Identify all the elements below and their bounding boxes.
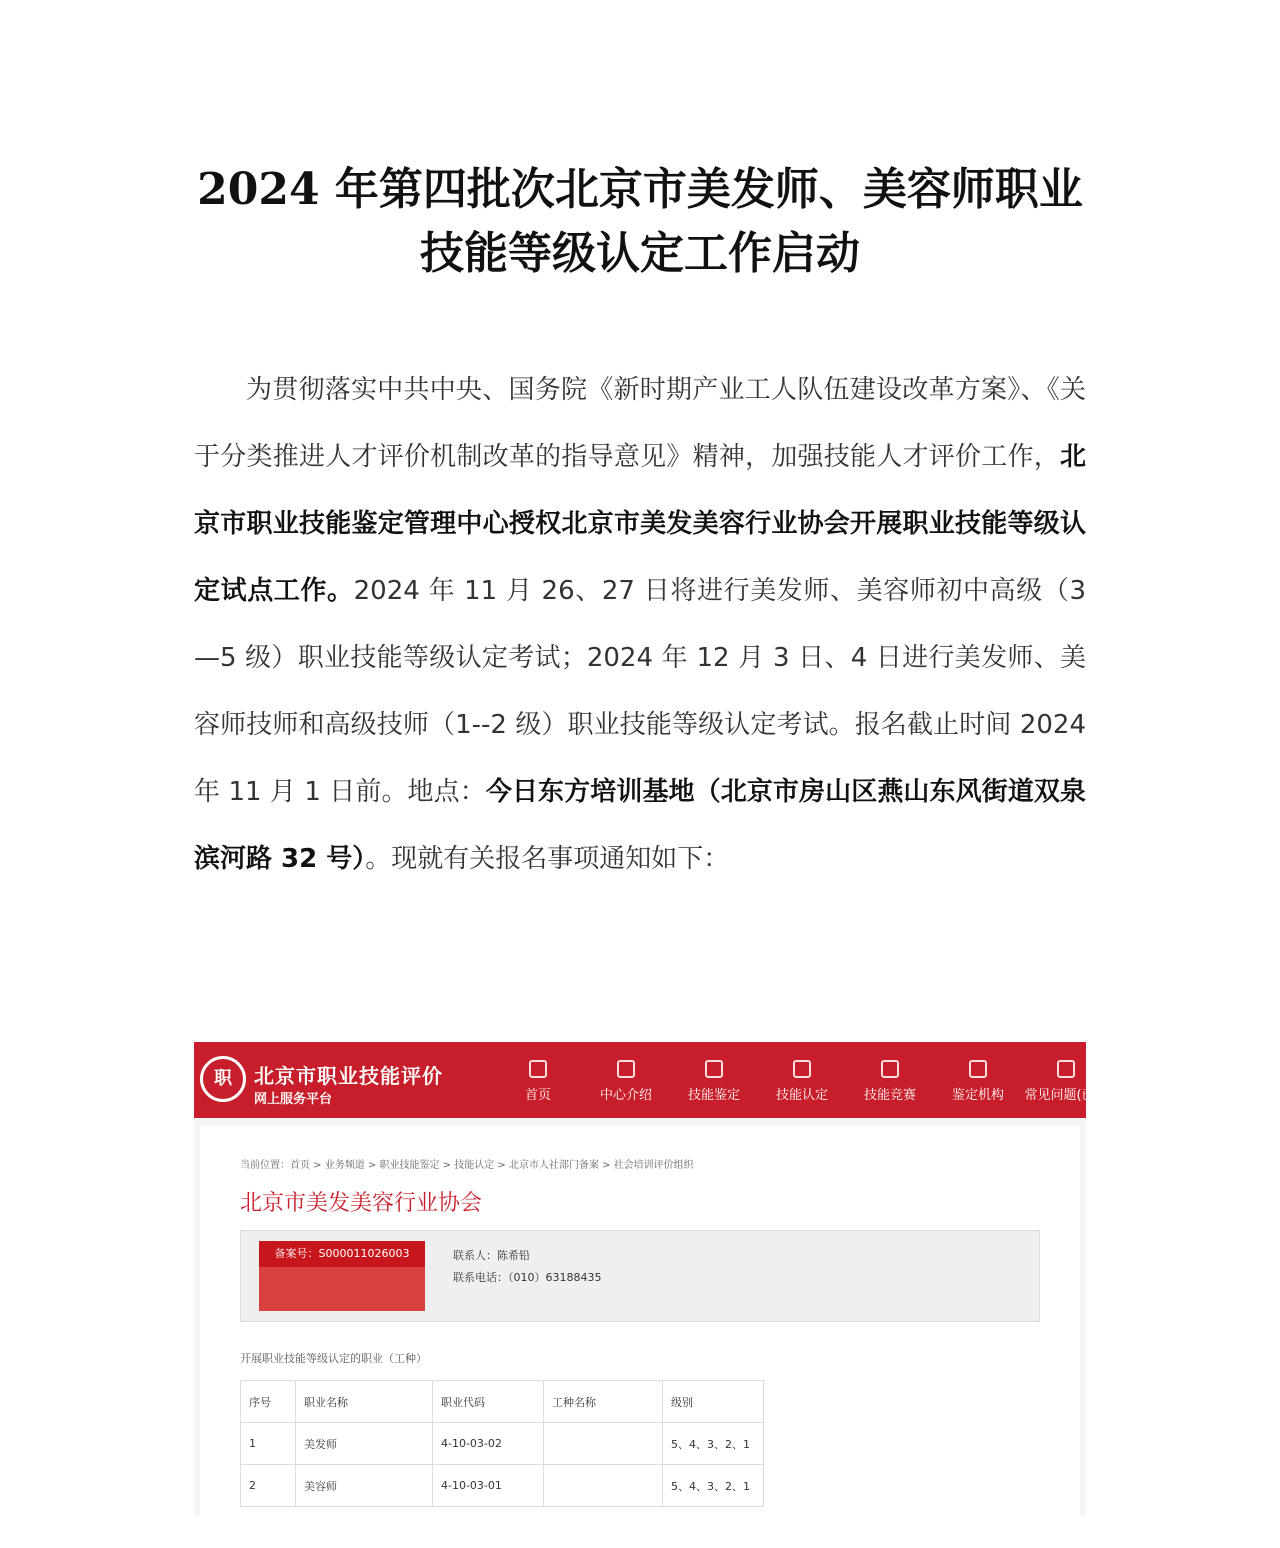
registration-number: 备案号：S000011026003: [259, 1241, 425, 1267]
article-text-a: 为贯彻落实中共中央、国务院《新时期产业工人队伍建设改革方案》、《关于分类推进人才评价机制改革的指导意见》精神，加强技能人才评价工作，: [194, 375, 1086, 472]
site-brand-subtitle: 网上服务平台: [254, 1092, 333, 1107]
nav-item-certification[interactable]: [758, 1042, 846, 1118]
nav-item-home[interactable]: [494, 1042, 582, 1118]
organization-name: 北京市美发美容行业协会: [240, 1191, 483, 1216]
nav-item-faq[interactable]: [1022, 1042, 1110, 1118]
medal-icon: [881, 1060, 899, 1078]
nav-item-appraisal[interactable]: [670, 1042, 758, 1118]
table-cell: 4-10-03-02: [433, 1423, 544, 1465]
registration-card: [259, 1241, 425, 1311]
organization-info-box: [240, 1230, 1040, 1322]
nav-label: 中心介绍: [599, 1088, 652, 1103]
contact-phone: 联系电话：（010）63188435: [453, 1271, 602, 1284]
site-brand-title: 北京市职业技能评价: [254, 1064, 443, 1088]
nav-item-institutions[interactable]: [934, 1042, 1022, 1118]
title-line-2: 技能等级认定工作启动: [420, 228, 860, 279]
article-bold-location: 今日东方培训基地（北京市房山区燕山东风街道双泉滨河路 32 号）: [194, 777, 1086, 874]
nav-label: 鉴定机构: [951, 1088, 1004, 1103]
title-line-1: 2024 年第四批次北京市美发师、美容师职业: [197, 164, 1083, 215]
id-card-icon: [793, 1060, 811, 1078]
nav-label: 常见问题(已归: [1024, 1088, 1108, 1103]
site-content: [200, 1126, 1080, 1516]
table-cell: 美容师: [296, 1465, 433, 1507]
nav-label: 首页: [524, 1088, 551, 1103]
nav-item-competition[interactable]: [846, 1042, 934, 1118]
table-cell: 美发师: [296, 1423, 433, 1465]
article-title: [150, 158, 1130, 286]
site-logo: 职: [200, 1056, 246, 1102]
contact-person: 联系人：陈希铅: [453, 1249, 530, 1262]
table-cell: [544, 1465, 663, 1507]
table-header-cell: 序号: [241, 1381, 296, 1423]
nav-label: 技能竞赛: [863, 1088, 916, 1103]
book-icon: [617, 1060, 635, 1078]
table-cell: [544, 1423, 663, 1465]
table-header-cell: 级别: [663, 1381, 764, 1423]
breadcrumb: 当前位置：首页 > 业务频道 > 职业技能鉴定 > 技能认定 > 北京市人社部门备案 > 社会培训评价组织: [240, 1160, 694, 1171]
table-header-cell: 职业名称: [296, 1381, 433, 1423]
table-cell: 1: [241, 1423, 296, 1465]
table-cell: 5、4、3、2、1: [663, 1423, 764, 1465]
site-nav: [494, 1042, 1110, 1118]
nav-item-about[interactable]: [582, 1042, 670, 1118]
certificate-icon: [705, 1060, 723, 1078]
table-row: [241, 1465, 764, 1507]
occupation-table: [240, 1380, 764, 1507]
table-cell: 2: [241, 1465, 296, 1507]
table-header-cell: 工种名称: [544, 1381, 663, 1423]
table-header-row: [241, 1381, 764, 1423]
podium-icon: [969, 1060, 987, 1078]
nav-label: 技能鉴定: [687, 1088, 740, 1103]
site-header: [194, 1042, 1108, 1118]
home-icon: [529, 1060, 547, 1078]
table-cell: 5、4、3、2、1: [663, 1465, 764, 1507]
table-header-cell: 职业代码: [433, 1381, 544, 1423]
article-bold-authorization: 北京市职业技能鉴定管理中心授权北京市美发美容行业协会开展职业技能等级认定试点工作。: [194, 442, 1086, 606]
table-cell: 4-10-03-01: [433, 1465, 544, 1507]
table-row: [241, 1423, 764, 1465]
embedded-website-screenshot: [194, 1042, 1108, 1516]
table-caption: 开展职业技能等级认定的职业（工种）: [240, 1352, 427, 1365]
article-text-e: 。现就有关报名事项通知如下：: [365, 844, 730, 874]
list-icon: [1057, 1060, 1075, 1078]
article-body: [194, 357, 1086, 893]
nav-label: 技能认定: [775, 1088, 828, 1103]
article-text-c: 2024 年 11 月 26、27 日将进行美发师、美容师初中高级（3—5 级）职业技能等级认定考试；2024 年 12 月 3 日、4 日进行美发师、美容师技师和高级技师（1--2 级）职业技能等级认定考试。报名截止时间 2024 年 11 月 1 日前。地点：: [194, 576, 1086, 807]
